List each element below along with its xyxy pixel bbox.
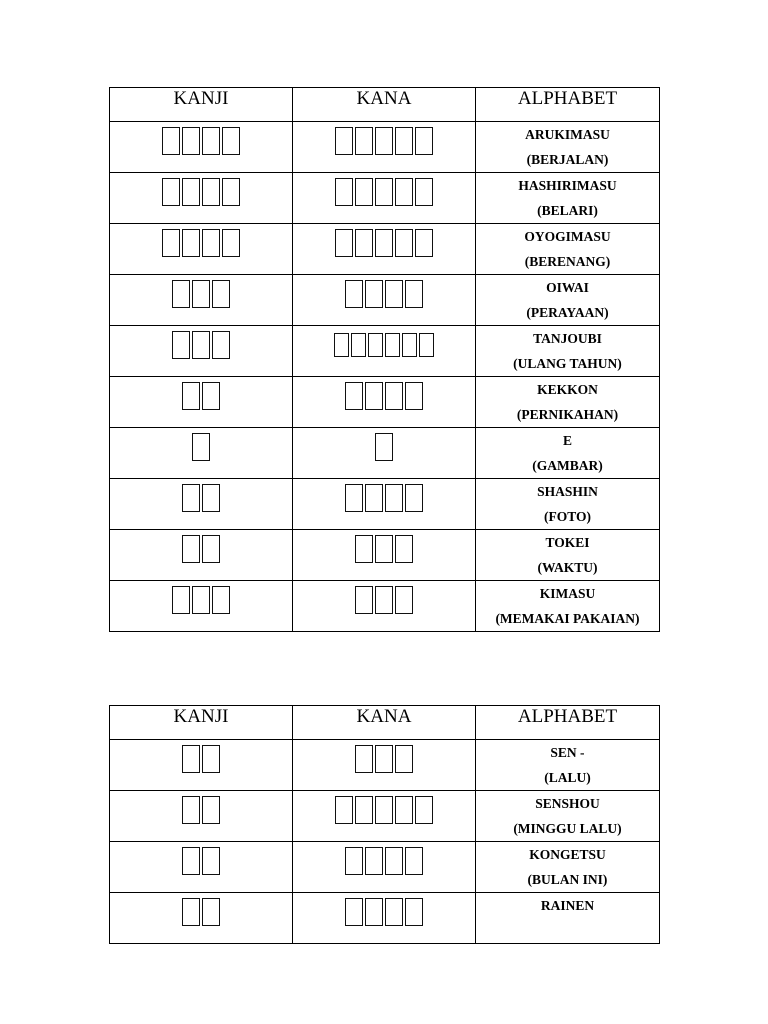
missing-glyph-icon: [182, 178, 200, 206]
missing-glyph-icon: [405, 847, 423, 875]
meaning-text: (WAKTU): [537, 560, 598, 575]
missing-glyph-icon: [335, 229, 353, 257]
kanji-cell: [110, 122, 293, 173]
romaji-text: E: [562, 433, 572, 448]
alphabet-cell: [476, 842, 660, 893]
romaji-text: OIWAI: [546, 280, 589, 295]
header-kanji: KANJI: [110, 706, 293, 740]
table-row: [110, 428, 660, 479]
missing-glyph-icon: [402, 333, 417, 357]
missing-glyph-icon: [172, 331, 190, 359]
romaji-text: KIMASU: [539, 586, 596, 601]
missing-glyph-icon: [162, 127, 180, 155]
missing-glyph-icon: [182, 484, 200, 512]
table-header-row: [110, 88, 660, 122]
missing-glyph-icon: [415, 229, 433, 257]
romaji-text: SENSHOU: [535, 796, 600, 811]
missing-glyph-icon: [395, 178, 413, 206]
missing-glyph-icon: [355, 229, 373, 257]
kanji-cell: [110, 530, 293, 581]
missing-glyph-icon: [345, 484, 363, 512]
vocab-table-2-body: [110, 706, 660, 944]
missing-glyph-icon: [355, 745, 373, 773]
kanji-cell: [110, 791, 293, 842]
kanji-cell: [110, 224, 293, 275]
table-row: [110, 122, 660, 173]
missing-glyph-icon: [365, 898, 383, 926]
kana-cell: [293, 377, 476, 428]
missing-glyph-icon: [375, 535, 393, 563]
missing-glyph-icon: [202, 382, 220, 410]
kana-cell: [293, 740, 476, 791]
missing-glyph-icon: [415, 178, 433, 206]
missing-glyph-icon: [202, 898, 220, 926]
missing-glyph-icon: [385, 847, 403, 875]
missing-glyph-icon: [335, 796, 353, 824]
header-kana: KANA: [293, 706, 476, 740]
meaning-text: (BULAN INI): [527, 872, 608, 887]
missing-glyph-icon: [192, 280, 210, 308]
table-row: [110, 173, 660, 224]
missing-glyph-icon: [415, 796, 433, 824]
alphabet-cell: [476, 173, 660, 224]
missing-glyph-icon: [192, 433, 210, 461]
missing-glyph-icon: [415, 127, 433, 155]
alphabet-cell: [476, 122, 660, 173]
meaning-text: (FOTO): [544, 509, 591, 524]
missing-glyph-icon: [385, 280, 403, 308]
alphabet-cell: [476, 581, 660, 632]
missing-glyph-icon: [162, 229, 180, 257]
missing-glyph-icon: [405, 484, 423, 512]
kana-cell: [293, 479, 476, 530]
table-row: [110, 326, 660, 377]
missing-glyph-icon: [202, 745, 220, 773]
alphabet-cell: [476, 377, 660, 428]
missing-glyph-icon: [365, 280, 383, 308]
meaning-text: (BERJALAN): [526, 152, 609, 167]
header-alphabet: ALPHABET: [476, 706, 660, 740]
kana-cell: [293, 173, 476, 224]
missing-glyph-icon: [182, 898, 200, 926]
meaning-text: (ULANG TAHUN): [513, 356, 622, 371]
missing-glyph-icon: [375, 796, 393, 824]
missing-glyph-icon: [368, 333, 383, 357]
table-row: [110, 893, 660, 944]
meaning-text: (GAMBAR): [532, 458, 603, 473]
vocab-table-2: [109, 705, 660, 944]
table-row: [110, 224, 660, 275]
missing-glyph-icon: [395, 796, 413, 824]
alphabet-cell: [476, 275, 660, 326]
alphabet-cell: [476, 530, 660, 581]
table-row: [110, 581, 660, 632]
kana-cell: [293, 122, 476, 173]
vocab-table-1-body: [110, 88, 660, 632]
romaji-text: OYOGIMASU: [524, 229, 611, 244]
missing-glyph-icon: [345, 280, 363, 308]
missing-glyph-icon: [385, 898, 403, 926]
missing-glyph-icon: [212, 280, 230, 308]
missing-glyph-icon: [345, 847, 363, 875]
alphabet-cell: [476, 479, 660, 530]
missing-glyph-icon: [351, 333, 366, 357]
table-header-row: [110, 706, 660, 740]
missing-glyph-icon: [182, 745, 200, 773]
missing-glyph-icon: [334, 333, 349, 357]
romaji-text: TANJOUBI: [533, 331, 602, 346]
kanji-cell: [110, 173, 293, 224]
missing-glyph-icon: [335, 178, 353, 206]
missing-glyph-icon: [375, 745, 393, 773]
kana-cell: [293, 791, 476, 842]
kana-cell: [293, 842, 476, 893]
missing-glyph-icon: [202, 178, 220, 206]
meaning-text: (BELARI): [537, 203, 598, 218]
table-row: [110, 740, 660, 791]
romaji-text: ARUKIMASU: [525, 127, 610, 142]
missing-glyph-icon: [365, 484, 383, 512]
kana-cell: [293, 581, 476, 632]
missing-glyph-icon: [395, 586, 413, 614]
missing-glyph-icon: [355, 586, 373, 614]
missing-glyph-icon: [365, 847, 383, 875]
missing-glyph-icon: [202, 484, 220, 512]
kanji-cell: [110, 326, 293, 377]
kanji-cell: [110, 479, 293, 530]
kanji-cell: [110, 275, 293, 326]
meaning-text: (BERENANG): [524, 254, 611, 269]
kana-cell: [293, 893, 476, 944]
kanji-cell: [110, 842, 293, 893]
alphabet-cell: [476, 740, 660, 791]
missing-glyph-icon: [375, 127, 393, 155]
meaning-text: (MEMAKAI PAKAIAN): [495, 611, 640, 626]
missing-glyph-icon: [395, 229, 413, 257]
kana-cell: [293, 326, 476, 377]
romaji-text: KONGETSU: [529, 847, 606, 862]
missing-glyph-icon: [355, 127, 373, 155]
kanji-cell: [110, 740, 293, 791]
missing-glyph-icon: [202, 127, 220, 155]
missing-glyph-icon: [182, 382, 200, 410]
meaning-text: (PERAYAAN): [526, 305, 609, 320]
alphabet-cell: [476, 791, 660, 842]
table-row: [110, 479, 660, 530]
missing-glyph-icon: [172, 280, 190, 308]
meaning-text: [476, 918, 659, 943]
alphabet-cell: [476, 224, 660, 275]
romaji-text: TOKEI: [545, 535, 590, 550]
kana-cell: [293, 224, 476, 275]
romaji-text: RAINEN: [540, 898, 595, 913]
missing-glyph-icon: [405, 382, 423, 410]
vocab-table-1: [109, 87, 660, 632]
missing-glyph-icon: [355, 535, 373, 563]
header-alphabet: ALPHABET: [476, 88, 660, 122]
table-row: [110, 377, 660, 428]
romaji-text: HASHIRIMASU: [518, 178, 617, 193]
missing-glyph-icon: [405, 898, 423, 926]
missing-glyph-icon: [355, 796, 373, 824]
meaning-text: (LALU): [544, 770, 591, 785]
missing-glyph-icon: [212, 586, 230, 614]
missing-glyph-icon: [202, 535, 220, 563]
missing-glyph-icon: [375, 229, 393, 257]
missing-glyph-icon: [395, 745, 413, 773]
alphabet-cell: [476, 428, 660, 479]
table-row: [110, 791, 660, 842]
missing-glyph-icon: [182, 796, 200, 824]
romaji-text: SEN -: [550, 745, 585, 760]
missing-glyph-icon: [182, 847, 200, 875]
meaning-text: (PERNIKAHAN): [516, 407, 619, 422]
missing-glyph-icon: [202, 796, 220, 824]
header-kana: KANA: [293, 88, 476, 122]
missing-glyph-icon: [395, 535, 413, 563]
missing-glyph-icon: [375, 586, 393, 614]
alphabet-cell: [476, 326, 660, 377]
alphabet-cell: [476, 893, 660, 944]
kana-cell: [293, 530, 476, 581]
missing-glyph-icon: [385, 382, 403, 410]
kanji-cell: [110, 893, 293, 944]
missing-glyph-icon: [345, 898, 363, 926]
missing-glyph-icon: [192, 586, 210, 614]
kanji-cell: [110, 377, 293, 428]
romaji-text: KEKKON: [537, 382, 598, 397]
kana-cell: [293, 275, 476, 326]
missing-glyph-icon: [162, 178, 180, 206]
missing-glyph-icon: [375, 178, 393, 206]
missing-glyph-icon: [202, 847, 220, 875]
missing-glyph-icon: [182, 127, 200, 155]
missing-glyph-icon: [355, 178, 373, 206]
missing-glyph-icon: [182, 229, 200, 257]
missing-glyph-icon: [419, 333, 434, 357]
missing-glyph-icon: [212, 331, 230, 359]
missing-glyph-icon: [202, 229, 220, 257]
missing-glyph-icon: [172, 586, 190, 614]
missing-glyph-icon: [385, 333, 400, 357]
kanji-cell: [110, 428, 293, 479]
missing-glyph-icon: [395, 127, 413, 155]
table-row: [110, 842, 660, 893]
missing-glyph-icon: [192, 331, 210, 359]
missing-glyph-icon: [345, 382, 363, 410]
missing-glyph-icon: [335, 127, 353, 155]
kanji-cell: [110, 581, 293, 632]
table-row: [110, 530, 660, 581]
meaning-text: (MINGGU LALU): [513, 821, 622, 836]
missing-glyph-icon: [182, 535, 200, 563]
missing-glyph-icon: [405, 280, 423, 308]
missing-glyph-icon: [222, 229, 240, 257]
missing-glyph-icon: [222, 127, 240, 155]
missing-glyph-icon: [385, 484, 403, 512]
header-kanji: KANJI: [110, 88, 293, 122]
romaji-text: SHASHIN: [537, 484, 598, 499]
missing-glyph-icon: [375, 433, 393, 461]
kana-cell: [293, 428, 476, 479]
table-row: [110, 275, 660, 326]
missing-glyph-icon: [365, 382, 383, 410]
missing-glyph-icon: [222, 178, 240, 206]
